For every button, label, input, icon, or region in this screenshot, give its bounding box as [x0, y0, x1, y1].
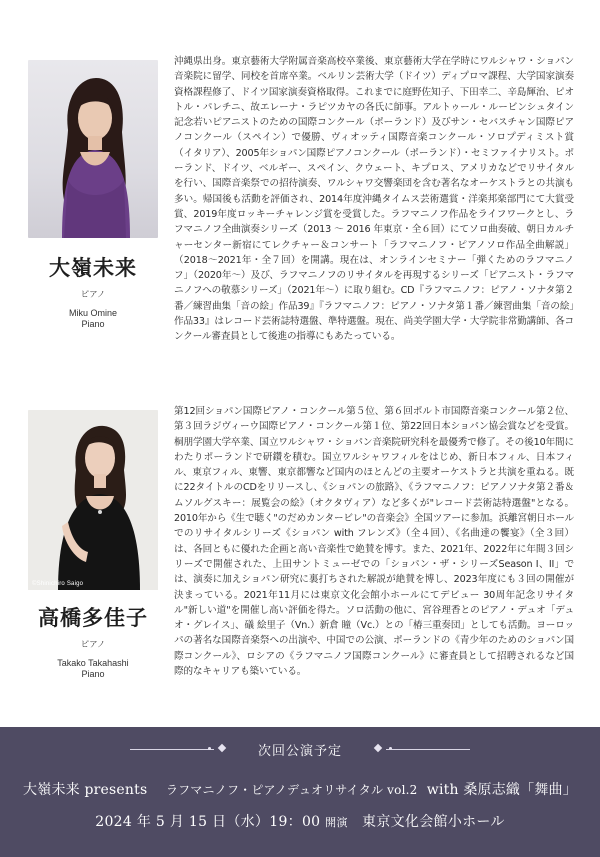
artist-role-english: Piano [81, 319, 105, 329]
photo-credit: ©Shinichiro Saigo [32, 581, 84, 587]
concert-schedule [0, 811, 600, 831]
concert-title: ラフマニノフ・ピアノデュオリサイタル vol.2 [165, 783, 418, 797]
concert-presenter: 大嶺未来 presents [23, 782, 148, 798]
artist-role-japanese: ピアノ [80, 640, 106, 650]
concert-venue: 東京文化会館小ホール [362, 814, 505, 830]
artist-profile-takahashi [0, 404, 600, 724]
artist-name-english: Takako Takahashi [57, 658, 129, 668]
artist-profile-omine [0, 54, 600, 384]
next-concert-banner [0, 727, 600, 857]
divider-line [386, 749, 470, 750]
concert-program [0, 779, 600, 799]
artist-biography: 第12回ショパン国際ピアノ・コンクール第５位、第６回ポルト市国際音楽コンクール第２位、第３回ラジヴィーウ国際ピアノ・コンクール第１位、第22回日本ショパン協会賞などを受賞。桐朋学園大学卒業、国立ワルシャワ・ショパン音楽院研究科を最優秀で修了。その後10年間にわたりポーランドで研鑽を積む。国立ワルシャワフィルをはじめ、新日本フィル、日本フィル、東京フィル、東響、東京都響など国内のほとんどの主要オーケストラと共演を重ねる。既に22タイトルのCDをリリースし、《ショパンの旅路》、《ラフマニノフ：ピアノソナタ第２番＆ムソルグスキー：展覧会の絵》（オクタヴィア）など多くが"レコード芸術誌特選盤"となる。2010年から《生で聴く"のだめカンタービレ"の音楽会》全国ツアーに参加。浜離宮朝日ホールでのリサイタルシリーズ《ショパン with フレンズ》（全４回）、《名曲達の饗宴》（全３回）は、各回ともに優れた企画と高い音楽性で絶賛を博す。また、2021年、2022年に年間３回シリーズで開催された、上田サントミューゼでの「ショパン・ザ・シリーズSeason I、II」では、演奏に加えショパン研究に裏打ちされた解説が絶賛を博し、2023年度にも３回の開催が決まっている。2021年11月には東京文化会館小ホールにてデビュー 30周年記念リサイタル"新しい道"を開催し高い評価を得た。ソロ活動の他に、宮谷理香とのピアノ・デュオ「デュオ・グレイス」、礒 絵里子（Vn.）新倉 瞳（Vc.）との「椿三重奏団」としても活動。ヨーロッパの著名な国際音楽祭への出演や、中国での公演、ポーランドの《青少年のためのショパン国際コンクール》、ロシアの《ラフマニノフ国際コンクール》に審査員として招聘されるなど国際的なキャリアも築いている。 [174, 406, 574, 678]
artist-name-japanese: 大嶺未来 [49, 255, 137, 280]
concert-start-label: 開演 [325, 816, 348, 829]
portrait-illustration [28, 410, 158, 590]
artist-name-japanese: 高橋多佳子 [38, 605, 148, 630]
artist-name-block [28, 252, 158, 329]
next-concert-title: 次回公演予定 [257, 744, 342, 759]
concert-date: 2024 年 5 月 15 日（水）19：00 [95, 814, 321, 830]
next-concert-heading [0, 740, 600, 758]
artist-photo [28, 410, 158, 590]
artist-role-japanese: ピアノ [80, 290, 106, 300]
artist-photo [28, 60, 158, 238]
concert-guest: with 桑原志織「舞曲」 [426, 782, 577, 798]
artist-name-block [28, 602, 158, 679]
artist-biography: 沖縄県出身。東京藝術大学附属音楽高校卒業後、東京藝術大学在学時にワルシャワ・ショパン音楽院に留学、同校を首席卒業。ベルリン芸術大学（ドイツ）ディプロマ課程、大学国家演奏資格課程修了、ドイツ国家演奏資格取得。これまでに庭野佐知子、下田幸二、辛島輝治、ピオトル・パレチニ、故エレーナ・ラピツカヤの各氏に師事。アルトゥール・ルービンシュタイン記念若いピアニストのための国際コンクール（ポーランド）及びサン・セバスチャン国際ピアノコンクール（スペイン）で優勝、ヴィオッティ国際音楽コンクール・ソロプディミスト賞（イタリア）、2005年ショパン国際ピアノコンクール（ポーランド）・セミファイナリスト。ポーランド、ドイツ、ベルギー、スペイン、クウェート、キプロス、アメリカなどでリサイタルを行い、国際音楽祭での招待演奏、ワルシャワ交響楽団を含む著名なオーケストラとの共演も多い。帰国後も活動を評価され、2014年度沖縄タイムス芸術選賞・洋楽邦楽部門にて大賞受賞、2019年度ロッキーチャレンジ賞を受賞した。ラフマニノフ作品をライフワークとし、ラフマニノフ全曲演奏シリーズ（2013 〜 2016 年東京・全６回）にてソロ曲奏破、朝日カルチャーセンター新宿にてレクチャー＆コンサート「ラフマニノフ・ピアノソロ作品全曲解説」（2018〜2021年・全７回）を開講。現在は、オンラインセミナー「弾くためのラフマニノフ」（2020年〜）及び、ラフマニノフのリサイタルを再現するシリーズ「ピアニスト・ラフマニノフへの敬慕シリーズ」（2021年〜）に取り組む。CD『ラフマニノフ：ピアノ・ソナタ第２番／練習曲集「音の絵」作品39』『ラフマニノフ：ピアノ・ソナタ第１番／練習曲集「音の絵」作品33』はレコード芸術誌特選盤、準特選盤。現在、尚美学園大学・大学院非常勤講師、各コンクール審査員として後進の指導にもあたっている。 [174, 56, 574, 343]
artist-role-english: Piano [81, 669, 105, 679]
artist-name-english: Miku Omine [68, 308, 117, 318]
portrait-illustration [28, 60, 158, 238]
